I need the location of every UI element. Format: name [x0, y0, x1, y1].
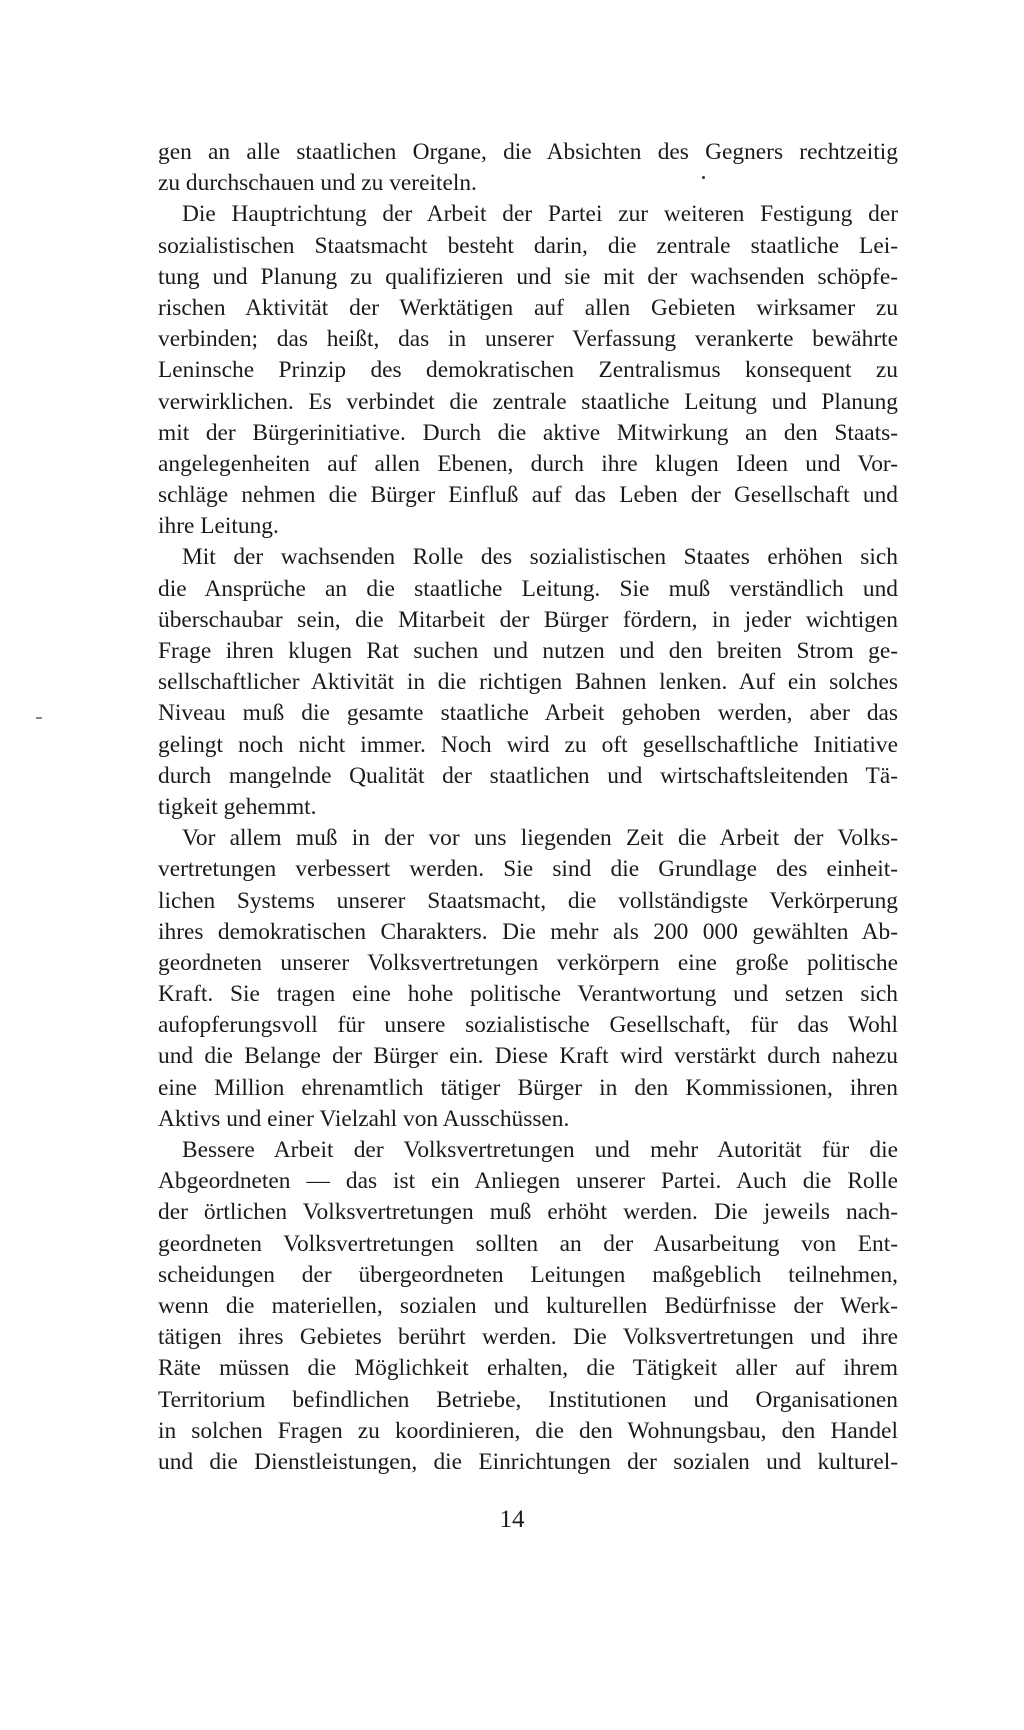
text-line: verbinden; das heißt, das in unserer Verfassung verankerte bewährte	[158, 326, 898, 353]
text-line: wenn die materiellen, sozialen und kulturellen Bedürfnisse der Werk-	[158, 1292, 898, 1319]
text-line: sellschaftlicher Aktivität in die richtigen Bahnen lenken. Auf ein solches	[158, 669, 898, 696]
text-line: zu durchschauen und zu vereiteln.	[158, 170, 477, 197]
text-line: Bessere Arbeit der Volksvertretungen und mehr Autorität für die	[182, 1137, 898, 1163]
text-line: Mit der wachsenden Rolle des sozialistischen Staates erhöhen sich	[182, 544, 898, 571]
text-line: Räte müssen die Möglichkeit erhalten, die Tätigkeit aller auf ihrem	[158, 1355, 898, 1382]
text-line: tigkeit gehemmt.	[158, 793, 317, 820]
text-line: Leninsche Prinzip des demokratischen Zentralismus konsequent zu	[158, 357, 898, 384]
text-line: und die Belange der Bürger ein. Diese Kraft wird verstärkt durch nahezu	[158, 1043, 898, 1070]
text-line: Niveau muß die gesamte staatliche Arbeit gehoben werden, aber das	[158, 700, 898, 727]
text-line: eine Million ehrenamtlich tätiger Bürger in den Kommissionen, ihren	[158, 1074, 898, 1101]
text-line: rischen Aktivität der Werktätigen auf allen Gebieten wirksamer zu	[158, 294, 898, 321]
text-line: Frage ihren klugen Rat suchen und nutzen und den breiten Strom ge-	[158, 638, 898, 664]
text-line: sozialistischen Staatsmacht besteht darin, die zentrale staatliche Lei-	[158, 232, 898, 259]
text-line: in solchen Fragen zu koordinieren, die den Wohnungsbau, den Handel	[158, 1417, 898, 1444]
text-line: lichen Systems unserer Staatsmacht, die vollständigste Verkörperung	[158, 887, 898, 914]
text-line: geordneten Volksvertretungen sollten an der Ausarbeitung von Ent-	[158, 1230, 898, 1257]
text-line: geordneten unserer Volksvertretungen verkörpern eine große politische	[158, 949, 898, 976]
text-line: vertretungen verbessert werden. Sie sind die Grundlage des einheit-	[158, 856, 898, 883]
text-line: mit der Bürgerinitiative. Durch die aktive Mitwirkung an den Staats-	[158, 419, 898, 446]
text-line: Vor allem muß in der vor uns liegenden Zeit die Arbeit der Volks-	[182, 825, 898, 852]
body-text	[158, 137, 898, 1478]
text-line: die Ansprüche an die staatliche Leitung. Sie muß verständlich und	[158, 575, 898, 602]
text-line: der örtlichen Volksvertretungen muß erhöht werden. Die jeweils nach-	[158, 1199, 898, 1226]
text-line: ihres demokratischen Charakters. Die mehr als 200 000 gewählten Ab-	[158, 918, 898, 945]
text-line: und die Dienstleistungen, die Einrichtungen der sozialen und kulturel-	[158, 1448, 898, 1475]
text-line: aufopferungsvoll für unsere sozialistische Gesellschaft, für das Wohl	[158, 1012, 898, 1039]
text-line: gelingt noch nicht immer. Noch wird zu oft gesellschaftliche Initiative	[158, 731, 898, 758]
text-line: tung und Planung zu qualifizieren und sie mit der wachsenden schöpfe-	[158, 263, 898, 290]
text-line: Kraft. Sie tragen eine hohe politische Verantwortung und setzen sich	[158, 981, 898, 1008]
text-line: überschaubar sein, die Mitarbeit der Bürger fördern, in jeder wichtigen	[158, 606, 898, 633]
text-line: scheidungen der übergeordneten Leitungen maßgeblich teilnehmen,	[158, 1261, 898, 1288]
text-line: verwirklichen. Es verbindet die zentrale staatliche Leitung und Planung	[158, 388, 898, 415]
text-line: ihre Leitung.	[158, 513, 279, 540]
margin-mark	[36, 717, 42, 719]
page-number: 14	[499, 1506, 525, 1533]
text-line: Die Hauptrichtung der Arbeit der Partei zur weiteren Festigung der	[182, 201, 898, 228]
text-line: Territorium befindlichen Betriebe, Institutionen und Organisationen	[158, 1386, 898, 1413]
text-line: angelegenheiten auf allen Ebenen, durch ihre klugen Ideen und Vor-	[158, 450, 898, 477]
text-line: durch mangelnde Qualität der staatlichen und wirtschaftsleitenden Tä-	[158, 762, 898, 789]
text-line: Abgeordneten — das ist ein Anliegen unserer Partei. Auch die Rolle	[158, 1168, 898, 1195]
text-line: tätigen ihres Gebietes berührt werden. Die Volksvertretungen und ihre	[158, 1324, 898, 1351]
text-line: gen an alle staatlichen Organe, die Absichten des Gegners rechtzeitig	[158, 139, 898, 165]
text-line: Aktivs und einer Vielzahl von Ausschüssen.	[158, 1105, 570, 1132]
text-line: schläge nehmen die Bürger Einfluß auf das Leben der Gesellschaft und	[158, 482, 898, 509]
